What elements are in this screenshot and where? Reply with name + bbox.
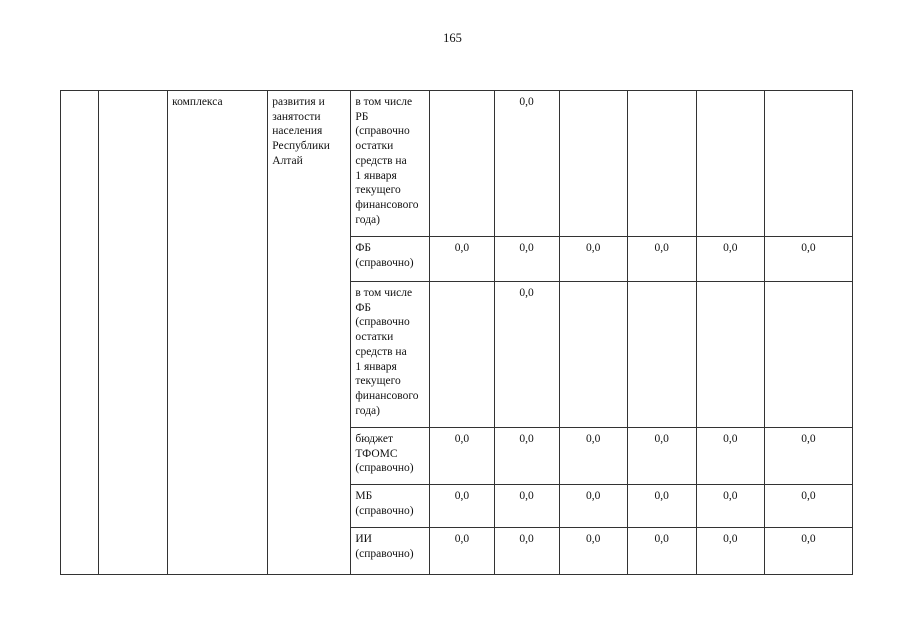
funding-source-line: финансового	[355, 389, 419, 402]
funding-source-line: (справочно)	[355, 256, 414, 269]
program-cell	[99, 91, 168, 575]
value-text: 0,0	[454, 242, 470, 254]
funding-source-line: (справочно	[355, 316, 410, 329]
value-cell	[494, 485, 559, 528]
funding-source-line: остатки	[355, 140, 394, 153]
number-cell	[61, 91, 99, 575]
funding-source-cell	[351, 485, 430, 528]
value-cell	[696, 282, 764, 428]
value-text: 0,0	[654, 490, 669, 502]
value-text: 0,0	[723, 490, 738, 502]
value-cell	[764, 485, 852, 528]
funding-source-line: МБ	[355, 490, 373, 502]
funding-source-line: средств на	[355, 154, 407, 167]
funding-source-line: (справочно)	[355, 504, 414, 517]
value-cell	[696, 528, 764, 575]
value-cell	[627, 91, 696, 237]
executor-line: развития и	[272, 96, 325, 108]
value-text: 0,0	[801, 533, 816, 545]
ministry-text: комплекса	[172, 96, 223, 108]
funding-source-line: РБ	[355, 110, 369, 123]
value-cell	[627, 237, 696, 282]
value-cell	[430, 528, 494, 575]
value-cell	[696, 237, 764, 282]
value-cell	[494, 91, 559, 237]
funding-source-line: года)	[355, 404, 380, 417]
value-cell	[696, 485, 764, 528]
value-cell	[494, 428, 559, 485]
executor-line: Алтай	[272, 154, 303, 167]
value-cell	[494, 282, 559, 428]
funding-source-cell	[351, 237, 430, 282]
value-text: 0,0	[654, 242, 669, 254]
executor-cell	[268, 91, 351, 575]
value-cell	[559, 91, 627, 237]
value-cell	[494, 528, 559, 575]
value-cell	[627, 282, 696, 428]
value-cell	[430, 91, 494, 237]
executor-line: Республики	[272, 140, 330, 153]
value-cell	[559, 282, 627, 428]
value-cell	[559, 237, 627, 282]
value-text: 0,0	[519, 533, 534, 545]
page-number: 165	[443, 31, 462, 45]
value-text: 0,0	[519, 433, 534, 445]
value-cell	[764, 237, 852, 282]
value-text: 0,0	[519, 287, 534, 299]
funding-source-line: средств на	[355, 345, 407, 358]
value-cell	[494, 237, 559, 282]
funding-source-line: года)	[355, 213, 380, 226]
value-text: 0,0	[585, 433, 601, 445]
funding-source-line: (справочно)	[355, 462, 414, 475]
value-cell	[764, 428, 852, 485]
value-cell	[764, 528, 852, 575]
value-cell	[430, 237, 494, 282]
executor-line: занятости	[272, 110, 321, 123]
value-text: 0,0	[519, 242, 534, 254]
value-text: 0,0	[519, 490, 534, 502]
funding-source-line: в том числе	[355, 96, 413, 108]
budget-table	[60, 90, 853, 575]
funding-source-line: 1 января	[355, 360, 397, 373]
funding-source-line: ФБ	[355, 242, 372, 254]
value-cell	[764, 91, 852, 237]
funding-source-cell	[351, 528, 430, 575]
value-cell	[627, 528, 696, 575]
value-text: 0,0	[654, 533, 669, 545]
value-text: 0,0	[454, 490, 470, 502]
funding-source-line: остатки	[355, 331, 394, 344]
funding-source-line: (справочно	[355, 125, 410, 138]
value-text: 0,0	[585, 533, 601, 545]
funding-source-line: бюджет	[355, 433, 393, 445]
value-text: 0,0	[454, 533, 470, 545]
executor-line: населения	[272, 125, 323, 138]
value-text: 0,0	[585, 490, 601, 502]
value-text: 0,0	[454, 433, 470, 445]
value-cell	[559, 485, 627, 528]
value-cell	[430, 485, 494, 528]
value-text: 0,0	[801, 490, 816, 502]
value-cell	[627, 485, 696, 528]
funding-source-line: ФБ	[355, 301, 372, 314]
value-cell	[559, 528, 627, 575]
value-cell	[764, 282, 852, 428]
value-text: 0,0	[723, 242, 738, 254]
ministry-cell	[168, 91, 268, 575]
value-text: 0,0	[654, 433, 669, 445]
funding-source-line: ИИ	[355, 533, 372, 545]
value-text: 0,0	[723, 433, 738, 445]
value-text: 0,0	[801, 242, 816, 254]
value-cell	[430, 282, 494, 428]
funding-source-line: финансового	[355, 198, 419, 211]
funding-source-cell	[351, 428, 430, 485]
value-text: 0,0	[801, 433, 816, 445]
funding-source-line: ТФОМС	[355, 447, 398, 460]
funding-source-line: в том числе	[355, 287, 413, 299]
value-text: 0,0	[723, 533, 738, 545]
value-text: 0,0	[585, 242, 601, 254]
funding-source-cell	[351, 91, 430, 237]
funding-source-line: текущего	[355, 184, 401, 197]
funding-source-line: текущего	[355, 375, 401, 388]
funding-source-line: (справочно)	[355, 547, 414, 560]
value-cell	[696, 91, 764, 237]
value-cell	[627, 428, 696, 485]
value-text: 0,0	[519, 96, 534, 108]
table-row	[61, 91, 853, 237]
value-cell	[430, 428, 494, 485]
funding-source-cell	[351, 282, 430, 428]
funding-source-line: 1 января	[355, 169, 397, 182]
value-cell	[696, 428, 764, 485]
value-cell	[559, 428, 627, 485]
